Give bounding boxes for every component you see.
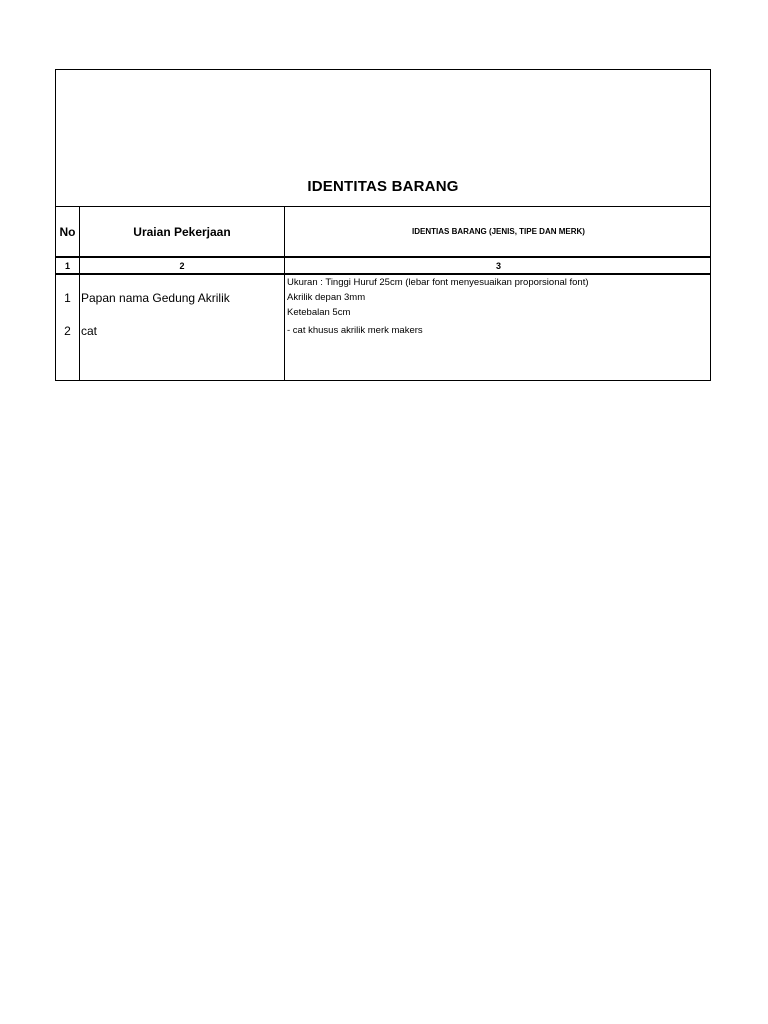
header-uraian-pekerjaan: Uraian Pekerjaan	[133, 224, 231, 239]
identitas-barang-table	[55, 69, 711, 381]
column-number-2: 2	[179, 260, 185, 271]
row-1-no: 1	[64, 291, 71, 305]
row-2-uraian: cat	[81, 324, 98, 338]
colnum-bottom-border	[56, 273, 710, 275]
document-title: IDENTITAS BARANG	[307, 178, 459, 195]
column-number-3: 3	[495, 260, 501, 271]
header-identitas-barang: IDENTIAS BARANG (JENIS, TIPE DAN MERK)	[412, 227, 585, 236]
identitas-line-akrilik: Akrilik depan 3mm	[287, 292, 366, 303]
row-2-no: 2	[64, 324, 71, 338]
row-1-uraian: Papan nama Gedung Akrilik	[81, 291, 230, 305]
header-no: No	[59, 224, 76, 239]
identitas-line-ketebalan: Ketebalan 5cm	[287, 307, 351, 318]
column-number-1: 1	[64, 260, 70, 271]
identitas-line-ukuran: Ukuran : Tinggi Huruf 25cm (lebar font menyesuaikan proporsional font)	[287, 277, 589, 288]
identitas-line-cat: - cat khusus akrilik merk makers	[287, 325, 423, 336]
